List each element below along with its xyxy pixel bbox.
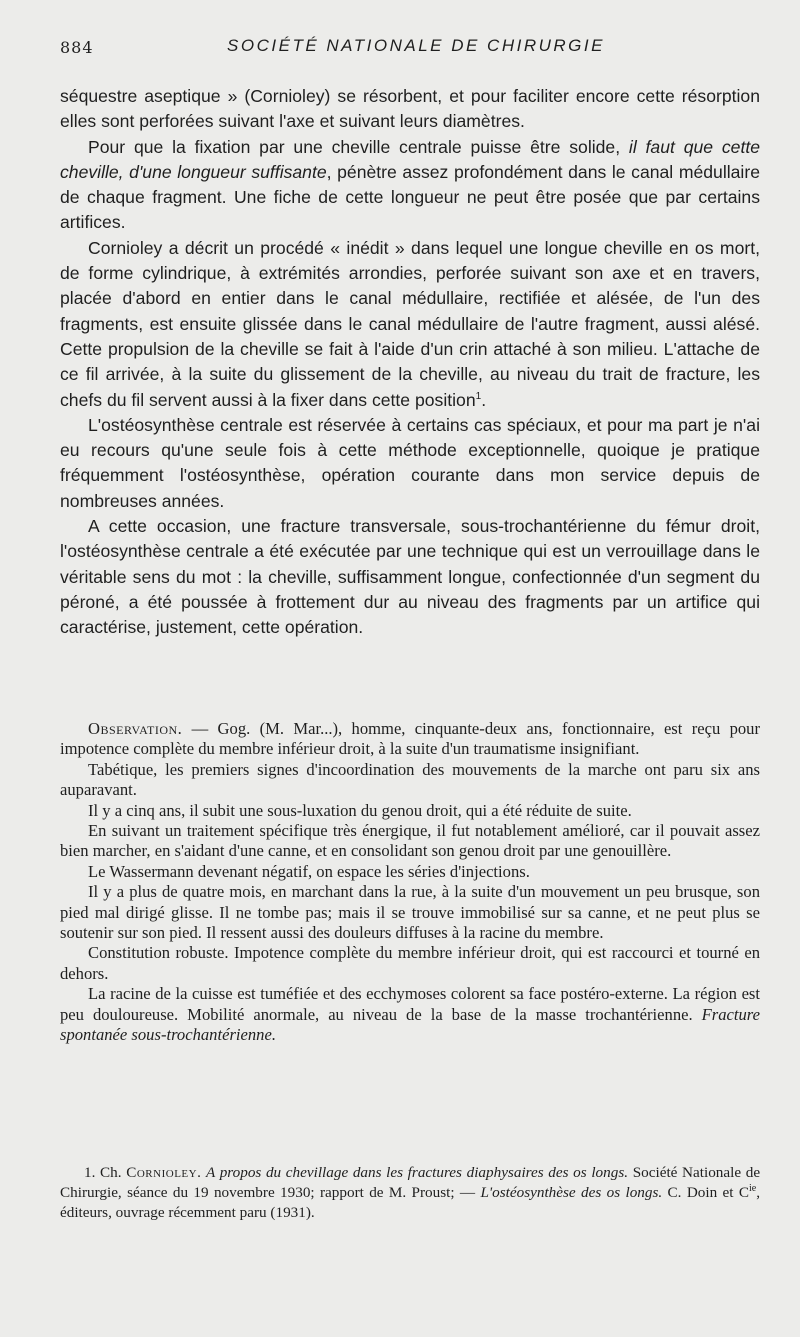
observation-paragraph: La racine de la cuisse est tuméfiée et des ecchymoses colorent sa face postéro-externe. La région est peu douloureuse. Mobilité anormale, au niveau de la base de la masse trochantérienne. Fracture spontanée sous-trochantérienne. (60, 984, 760, 1045)
observation-paragraph: Le Wassermann devenant négatif, on espace les séries d'injections. (88, 861, 530, 881)
footnote-ref[interactable]: 1 (475, 390, 482, 402)
observation-section (60, 719, 760, 1046)
footnote-author: Cornioley. (126, 1164, 202, 1181)
paragraph-1: séquestre aseptique » (Cornioley) se résorbent, et pour faciliter encore cette résorption elles sont perforées suivant l'axe et suivant leurs diamètres. (60, 86, 760, 132)
footnote-paragraph: 1. Ch. Cornioley. A propos du chevillage dans les fractures diaphysaires des os longs. Société Nationale de Chirurgie, séance du 19 novembre 1930; rapport de M. Proust; — L'ostéosynthèse des os longs. C. Doin et $C^{ie}$, éditeurs, ouvrage récemment paru (1931). (60, 1164, 761, 1221)
observation-paragraph: Il y a cinq ans, il subit une sous-luxation du genou droit, qui a été réduite de suite. (88, 800, 632, 820)
observation-label: Observation. (88, 719, 183, 738)
footnote-number: 1. (84, 1164, 96, 1181)
observation-paragraph: Constitution robuste. Impotence complète du membre inférieur droit, qui est raccourci et tourné en dehors. (60, 943, 760, 983)
emphasis: il faut que cette cheville, d'une longueur suffisante (60, 136, 761, 182)
page-number: 884 (60, 38, 94, 57)
footnote (60, 1163, 760, 1222)
observation-paragraph: Tabétique, les premiers signes d'incoordination des mouvements de la marche ont paru six ans auparavant. (60, 759, 760, 800)
paragraph-2: Pour que la fixation par une cheville centrale puisse être solide, il faut que cette cheville, d'une longueur suffisante, pénètre assez profondément dans le canal médullaire de chaque fragment. Une fiche de cette longueur ne peut être posée que par certains artifices. (60, 136, 761, 233)
journal-title: SOCIÉTÉ NATIONALE DE CHIRURGIE (227, 36, 605, 55)
running-header (60, 36, 772, 62)
emphasis: Fracture spontanée sous-trochantérienne. (60, 1004, 760, 1045)
paragraph-3: Cornioley a décrit un procédé « inédit » dans lequel une longue cheville en os mort, de forme cylindrique, à extrémités arrondies, perforée suivant son axe et en travers, placée d'abord en entier dans le canal médullaire, rectifiée et alésée, de l'un des fragments, est ensuite glissée dans le canal médullaire de l'autre fragment, aussi alésé. Cette propulsion de la cheville se fait à l'aide d'un crin attaché à son milieu. L'attache de ce fil arrivée, à la suite du glissement de la cheville, au niveau du trait de fracture, les chefs du fil servent aussi à la fixer dans cette position$^1$. (60, 237, 760, 410)
observation-paragraph: En suivant un traitement spécifique très énergique, il fut notablement amélioré, car il pouvait assez bien marcher, en s'aidant d'une canne, et en consolidant son genou droit par une genouillère. (60, 821, 760, 861)
paragraph-5: A cette occasion, une fracture transversale, sous-trochantérienne du fémur droit, l'ostéosynthèse centrale a été exécutée par une technique qui est un verrouillage dans le véritable sens du mot : la cheville, suffisamment longue, confectionnée d'un segment du péroné, a été poussée à frottement dur au niveau des fragments par un artifice qui caractérise, justement, cette opération. (60, 516, 760, 638)
observation-paragraph: Observation. — Gog. (M. Mar...), homme, cinquante-deux ans, fonctionnaire, est reçu pour impotence complète du membre inférieur droit, à la suite d'un traumatisme insignifiant. (60, 719, 760, 759)
observation-paragraph: Il y a plus de quatre mois, en marchant dans la rue, à la suite d'un mouvement un peu brusque, son pied mal dirigé glisse. Il ne tombe pas; mais il se trouve immobilisé sur sa canne, et ne peut plus se soutenir sur son pied. Il ressent aussi des douleurs diffuses à la racine du membre. (60, 882, 760, 943)
footnote-title: A propos du chevillage dans les fractures diaphysaires des os longs. (206, 1164, 629, 1181)
main-text (60, 84, 760, 641)
footnote-title: L'ostéosynthèse des os longs. (480, 1183, 663, 1201)
paragraph-4: L'ostéosynthèse centrale est réservée à certains cas spéciaux, et pour ma part je n'ai eu recours qu'une seule fois à cette méthode exceptionnelle, quoique je pratique fréquemment l'ostéosynthèse, opération courante dans mon service depuis de nombreuses années. (60, 414, 760, 511)
